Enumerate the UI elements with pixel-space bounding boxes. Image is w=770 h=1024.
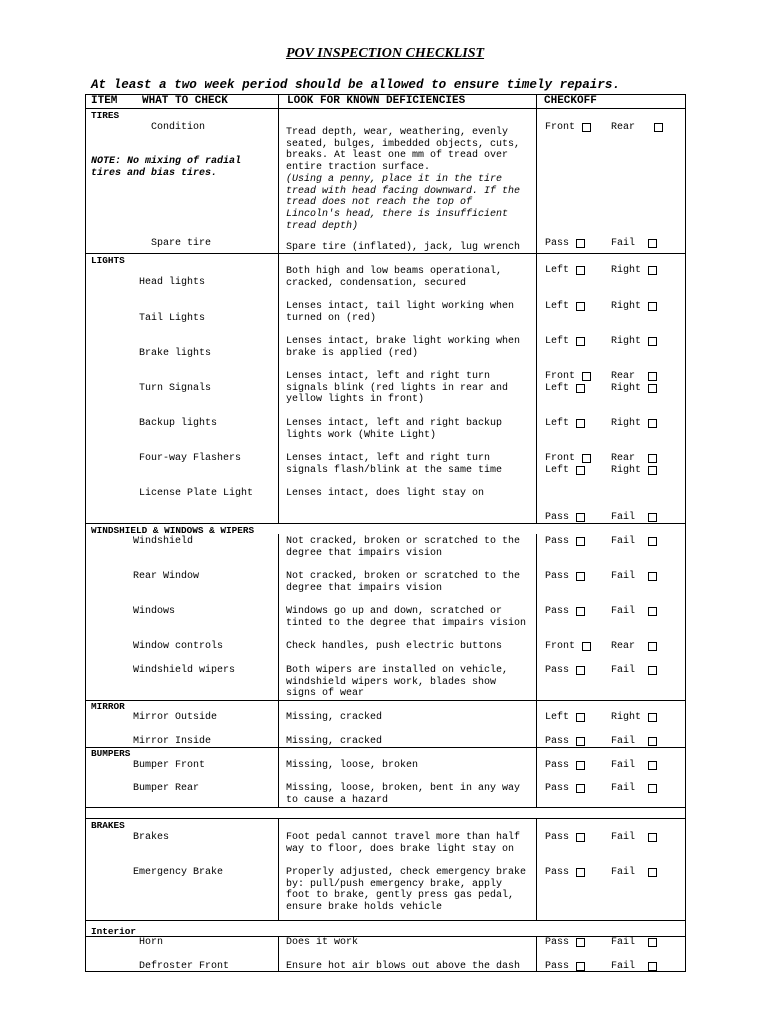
checkbox-horn-fail[interactable] [648, 938, 657, 947]
checkoff-label-pass: Pass [545, 961, 570, 972]
checkoff-label-pass: Pass [545, 606, 570, 617]
checkbox-windshield-fail[interactable] [648, 537, 657, 546]
checkbox-window-controls-front[interactable] [582, 642, 591, 651]
checkoff-label-fail: Fail [611, 760, 636, 771]
checkoff-label-rear: Rear [611, 453, 636, 464]
section-lights: LIGHTS [91, 255, 125, 266]
checkbox-condition-front[interactable] [582, 123, 591, 132]
checkbox-backup-lights-right[interactable] [648, 419, 657, 428]
checkoff-label-pass: Pass [545, 760, 570, 771]
checkoff-label-pass: Pass [545, 832, 570, 843]
checkbox-mirror-inside-fail[interactable] [648, 737, 657, 746]
checkbox-four-way-flashers-right[interactable] [648, 466, 657, 475]
deficiency-turn-signals: Lenses intact, left and right turn signals blink (red lights in rear and yellow lights in front) [286, 371, 509, 406]
checkbox-turn-signals-left[interactable] [576, 384, 585, 393]
checkbox-brake-lights-right[interactable] [648, 337, 657, 346]
checkbox-bumper-rear-pass[interactable] [576, 784, 585, 793]
checkbox-rear-window-fail[interactable] [648, 572, 657, 581]
checkbox-turn-signals-right[interactable] [648, 384, 657, 393]
checkbox-mirror-inside-pass[interactable] [576, 737, 585, 746]
deficiency-tail-lights: Lenses intact, tail light working when turned on (red) [286, 301, 515, 324]
checkbox-tail-lights-left[interactable] [576, 302, 585, 311]
item-defroster-front: Defroster Front [139, 961, 230, 972]
checkbox-mirror-outside-left[interactable] [576, 713, 585, 722]
item-four-way-flashers: Four-way Flashers [139, 453, 242, 464]
checkoff-label-left: Left [545, 418, 570, 429]
checkoff-label-fail: Fail [611, 571, 636, 582]
deficiency-bumper-rear: Missing, loose, broken, bent in any way to cause a hazard [286, 783, 521, 806]
checkoff-label-right: Right [611, 465, 642, 476]
checkbox-license-plate-light-pass[interactable] [576, 513, 585, 522]
checkoff-label-front: Front [545, 122, 576, 133]
checkbox-brakes-pass[interactable] [576, 833, 585, 842]
checkoff-label-left: Left [545, 712, 570, 723]
checkoff-label-rear: Rear [611, 371, 636, 382]
checkoff-label-pass: Pass [545, 512, 570, 523]
deficiency-spare-tire: Spare tire (inflated), jack, lug wrench [286, 242, 521, 253]
deficiency-mirror-inside: Missing, cracked [286, 736, 383, 747]
checkoff-label-pass: Pass [545, 665, 570, 676]
item-turn-signals: Turn Signals [139, 383, 212, 394]
item-windshield-wipers: Windshield wipers [133, 665, 236, 676]
item-brakes: Brakes [133, 832, 170, 843]
checkoff-label-pass: Pass [545, 867, 570, 878]
checkbox-windows-fail[interactable] [648, 607, 657, 616]
page-subtitle: At least a two week period should be allowed to ensure timely repairs. [91, 78, 621, 92]
section-mirror: MIRROR [91, 701, 125, 712]
row-divider [85, 818, 686, 819]
checkbox-defroster-front-pass[interactable] [576, 962, 585, 971]
header-checkoff: CHECKOFF [544, 95, 597, 107]
row-divider [85, 108, 686, 109]
section-interior: Interior [91, 926, 137, 937]
checkbox-horn-pass[interactable] [576, 938, 585, 947]
checkbox-license-plate-light-fail[interactable] [648, 513, 657, 522]
header-what-to-check: WHAT TO CHECK [142, 95, 228, 107]
item-spare-tire: Spare tire [151, 238, 212, 249]
deficiency-horn: Does it work [286, 937, 359, 948]
item-rear-window: Rear Window [133, 571, 200, 582]
checkoff-label-pass: Pass [545, 736, 570, 747]
checkoff-label-front: Front [545, 453, 576, 464]
deficiency-backup-lights: Lenses intact, left and right backup lights work (White Light) [286, 418, 503, 441]
checkoff-label-left: Left [545, 301, 570, 312]
checkbox-defroster-front-fail[interactable] [648, 962, 657, 971]
column-divider [536, 534, 537, 807]
checkbox-spare-tire-fail[interactable] [648, 239, 657, 248]
checkbox-four-way-flashers-front[interactable] [582, 454, 591, 463]
checkoff-label-pass: Pass [545, 937, 570, 948]
checkbox-windshield-wipers-pass[interactable] [576, 666, 585, 675]
checkbox-mirror-outside-right[interactable] [648, 713, 657, 722]
checkoff-label-pass: Pass [545, 783, 570, 794]
checkoff-label-left: Left [545, 465, 570, 476]
checkoff-label-right: Right [611, 418, 642, 429]
row-divider [85, 523, 686, 524]
checkoff-label-left: Left [545, 383, 570, 394]
checkbox-windshield-wipers-fail[interactable] [648, 666, 657, 675]
checkbox-bumper-front-fail[interactable] [648, 761, 657, 770]
item-condition: Condition [151, 122, 206, 133]
checkbox-emergency-brake-pass[interactable] [576, 868, 585, 877]
checkoff-label-fail: Fail [611, 606, 636, 617]
page-title: POV INSPECTION CHECKLIST [285, 46, 485, 61]
header-item: ITEM [91, 95, 118, 107]
deficiency-rear-window: Not cracked, broken or scratched to the degree that impairs vision [286, 571, 521, 594]
item-head-lights: Head lights [139, 277, 206, 288]
column-divider [536, 94, 537, 523]
section-bumpers: BUMPERS [91, 748, 131, 759]
checkbox-rear-window-pass[interactable] [576, 572, 585, 581]
checkoff-label-right: Right [611, 301, 642, 312]
checkoff-label-right: Right [611, 383, 642, 394]
checkoff-label-fail: Fail [611, 536, 636, 547]
deficiency-defroster-front: Ensure hot air blows out above the dash [286, 961, 521, 972]
checkbox-window-controls-rear[interactable] [648, 642, 657, 651]
deficiency-windshield-wipers: Both wipers are installed on vehicle, windshield wipers work, blades show signs of wear [286, 665, 509, 700]
checkbox-windshield-pass[interactable] [576, 537, 585, 546]
item-windows: Windows [133, 606, 176, 617]
checkoff-label-right: Right [611, 712, 642, 723]
checkoff-label-front: Front [545, 371, 576, 382]
checkoff-label-pass: Pass [545, 536, 570, 547]
checkoff-label-front: Front [545, 641, 576, 652]
checkoff-label-rear: Rear [611, 641, 636, 652]
item-emergency-brake: Emergency Brake [133, 867, 224, 878]
section-brakes: BRAKES [91, 820, 125, 831]
checkbox-tail-lights-right[interactable] [648, 302, 657, 311]
item-tail-lights: Tail Lights [139, 313, 206, 324]
checkoff-label-right: Right [611, 336, 642, 347]
deficiency-license-plate-light: Lenses intact, does light stay on [286, 488, 485, 499]
item-bumper-front: Bumper Front [133, 760, 206, 771]
row-divider [85, 700, 686, 701]
checkoff-label-fail: Fail [611, 937, 636, 948]
item-horn: Horn [139, 937, 164, 948]
deficiency-mirror-outside: Missing, cracked [286, 712, 383, 723]
checkbox-windows-pass[interactable] [576, 607, 585, 616]
header-look-for: LOOK FOR KNOWN DEFICIENCIES [287, 95, 466, 107]
item-backup-lights: Backup lights [139, 418, 218, 429]
deficiency-head-lights: Both high and low beams operational, cracked, condensation, secured [286, 266, 503, 289]
checkbox-head-lights-right[interactable] [648, 266, 657, 275]
checkbox-brakes-fail[interactable] [648, 833, 657, 842]
column-divider [278, 534, 279, 807]
column-divider [536, 936, 537, 972]
checkoff-label-fail: Fail [611, 512, 636, 523]
checkbox-emergency-brake-fail[interactable] [648, 868, 657, 877]
deficiency-condition: Tread depth, wear, weathering, evenly seated, bulges, imbedded objects, cuts, breaks. At least one mm of tread over entire traction surface. (Using a penny, place it in the tire tread with head facing downward. If the tread does not reach the top of Lincoln's head, there is insufficient tread depth) [286, 127, 521, 232]
deficiency-windows: Windows go up and down, scratched or tinted to the degree that impairs vision [286, 606, 527, 629]
checkoff-label-fail: Fail [611, 832, 636, 843]
deficiency-bumper-front: Missing, loose, broken [286, 760, 419, 771]
checkbox-four-way-flashers-left[interactable] [576, 466, 585, 475]
column-divider [278, 936, 279, 972]
checkoff-label-rear: Rear [611, 122, 636, 133]
checkbox-turn-signals-front[interactable] [582, 372, 591, 381]
checkoff-label-pass: Pass [545, 238, 570, 249]
deficiency-brakes: Foot pedal cannot travel more than half way to floor, does brake light stay on [286, 832, 521, 855]
item-license-plate-light: License Plate Light [139, 488, 254, 499]
section-tires: TIRES [91, 110, 120, 121]
checkbox-brake-lights-left[interactable] [576, 337, 585, 346]
deficiency-window-controls: Check handles, push electric buttons [286, 641, 503, 652]
checkoff-label-fail: Fail [611, 961, 636, 972]
row-divider [85, 807, 686, 808]
checkoff-label-pass: Pass [545, 571, 570, 582]
column-divider [278, 818, 279, 920]
item-mirror-outside: Mirror Outside [133, 712, 218, 723]
tire-note: NOTE: No mixing of radial tires and bias tires. [91, 156, 242, 179]
deficiency-brake-lights: Lenses intact, brake light working when brake is applied (red) [286, 336, 521, 359]
column-divider [278, 94, 279, 523]
checkbox-spare-tire-pass[interactable] [576, 239, 585, 248]
checkoff-label-fail: Fail [611, 783, 636, 794]
checkbox-bumper-front-pass[interactable] [576, 761, 585, 770]
checkoff-label-fail: Fail [611, 238, 636, 249]
row-divider [85, 920, 686, 921]
checkoff-label-fail: Fail [611, 736, 636, 747]
item-brake-lights: Brake lights [139, 348, 212, 359]
checkbox-four-way-flashers-rear[interactable] [648, 454, 657, 463]
deficiency-four-way-flashers: Lenses intact, left and right turn signals flash/blink at the same time [286, 453, 503, 476]
item-mirror-inside: Mirror Inside [133, 736, 212, 747]
checkbox-turn-signals-rear[interactable] [648, 372, 657, 381]
section-windshield: WINDSHIELD & WINDOWS & WIPERS [91, 525, 255, 536]
checkbox-backup-lights-left[interactable] [576, 419, 585, 428]
checkoff-label-fail: Fail [611, 665, 636, 676]
checkoff-label-left: Left [545, 336, 570, 347]
checkoff-label-left: Left [545, 265, 570, 276]
checkoff-label-fail: Fail [611, 867, 636, 878]
item-windshield: Windshield [133, 536, 194, 547]
checkbox-head-lights-left[interactable] [576, 266, 585, 275]
checkbox-condition-rear[interactable] [654, 123, 663, 132]
item-bumper-rear: Bumper Rear [133, 783, 200, 794]
item-window-controls: Window controls [133, 641, 224, 652]
checkoff-label-right: Right [611, 265, 642, 276]
deficiency-windshield: Not cracked, broken or scratched to the degree that impairs vision [286, 536, 521, 559]
deficiency-emergency-brake: Properly adjusted, check emergency brake by: pull/push emergency brake, apply foot to brake, gently press gas pedal, ensure brake holds vehicle [286, 867, 527, 914]
row-divider [85, 936, 686, 937]
column-divider [536, 818, 537, 920]
checkbox-bumper-rear-fail[interactable] [648, 784, 657, 793]
